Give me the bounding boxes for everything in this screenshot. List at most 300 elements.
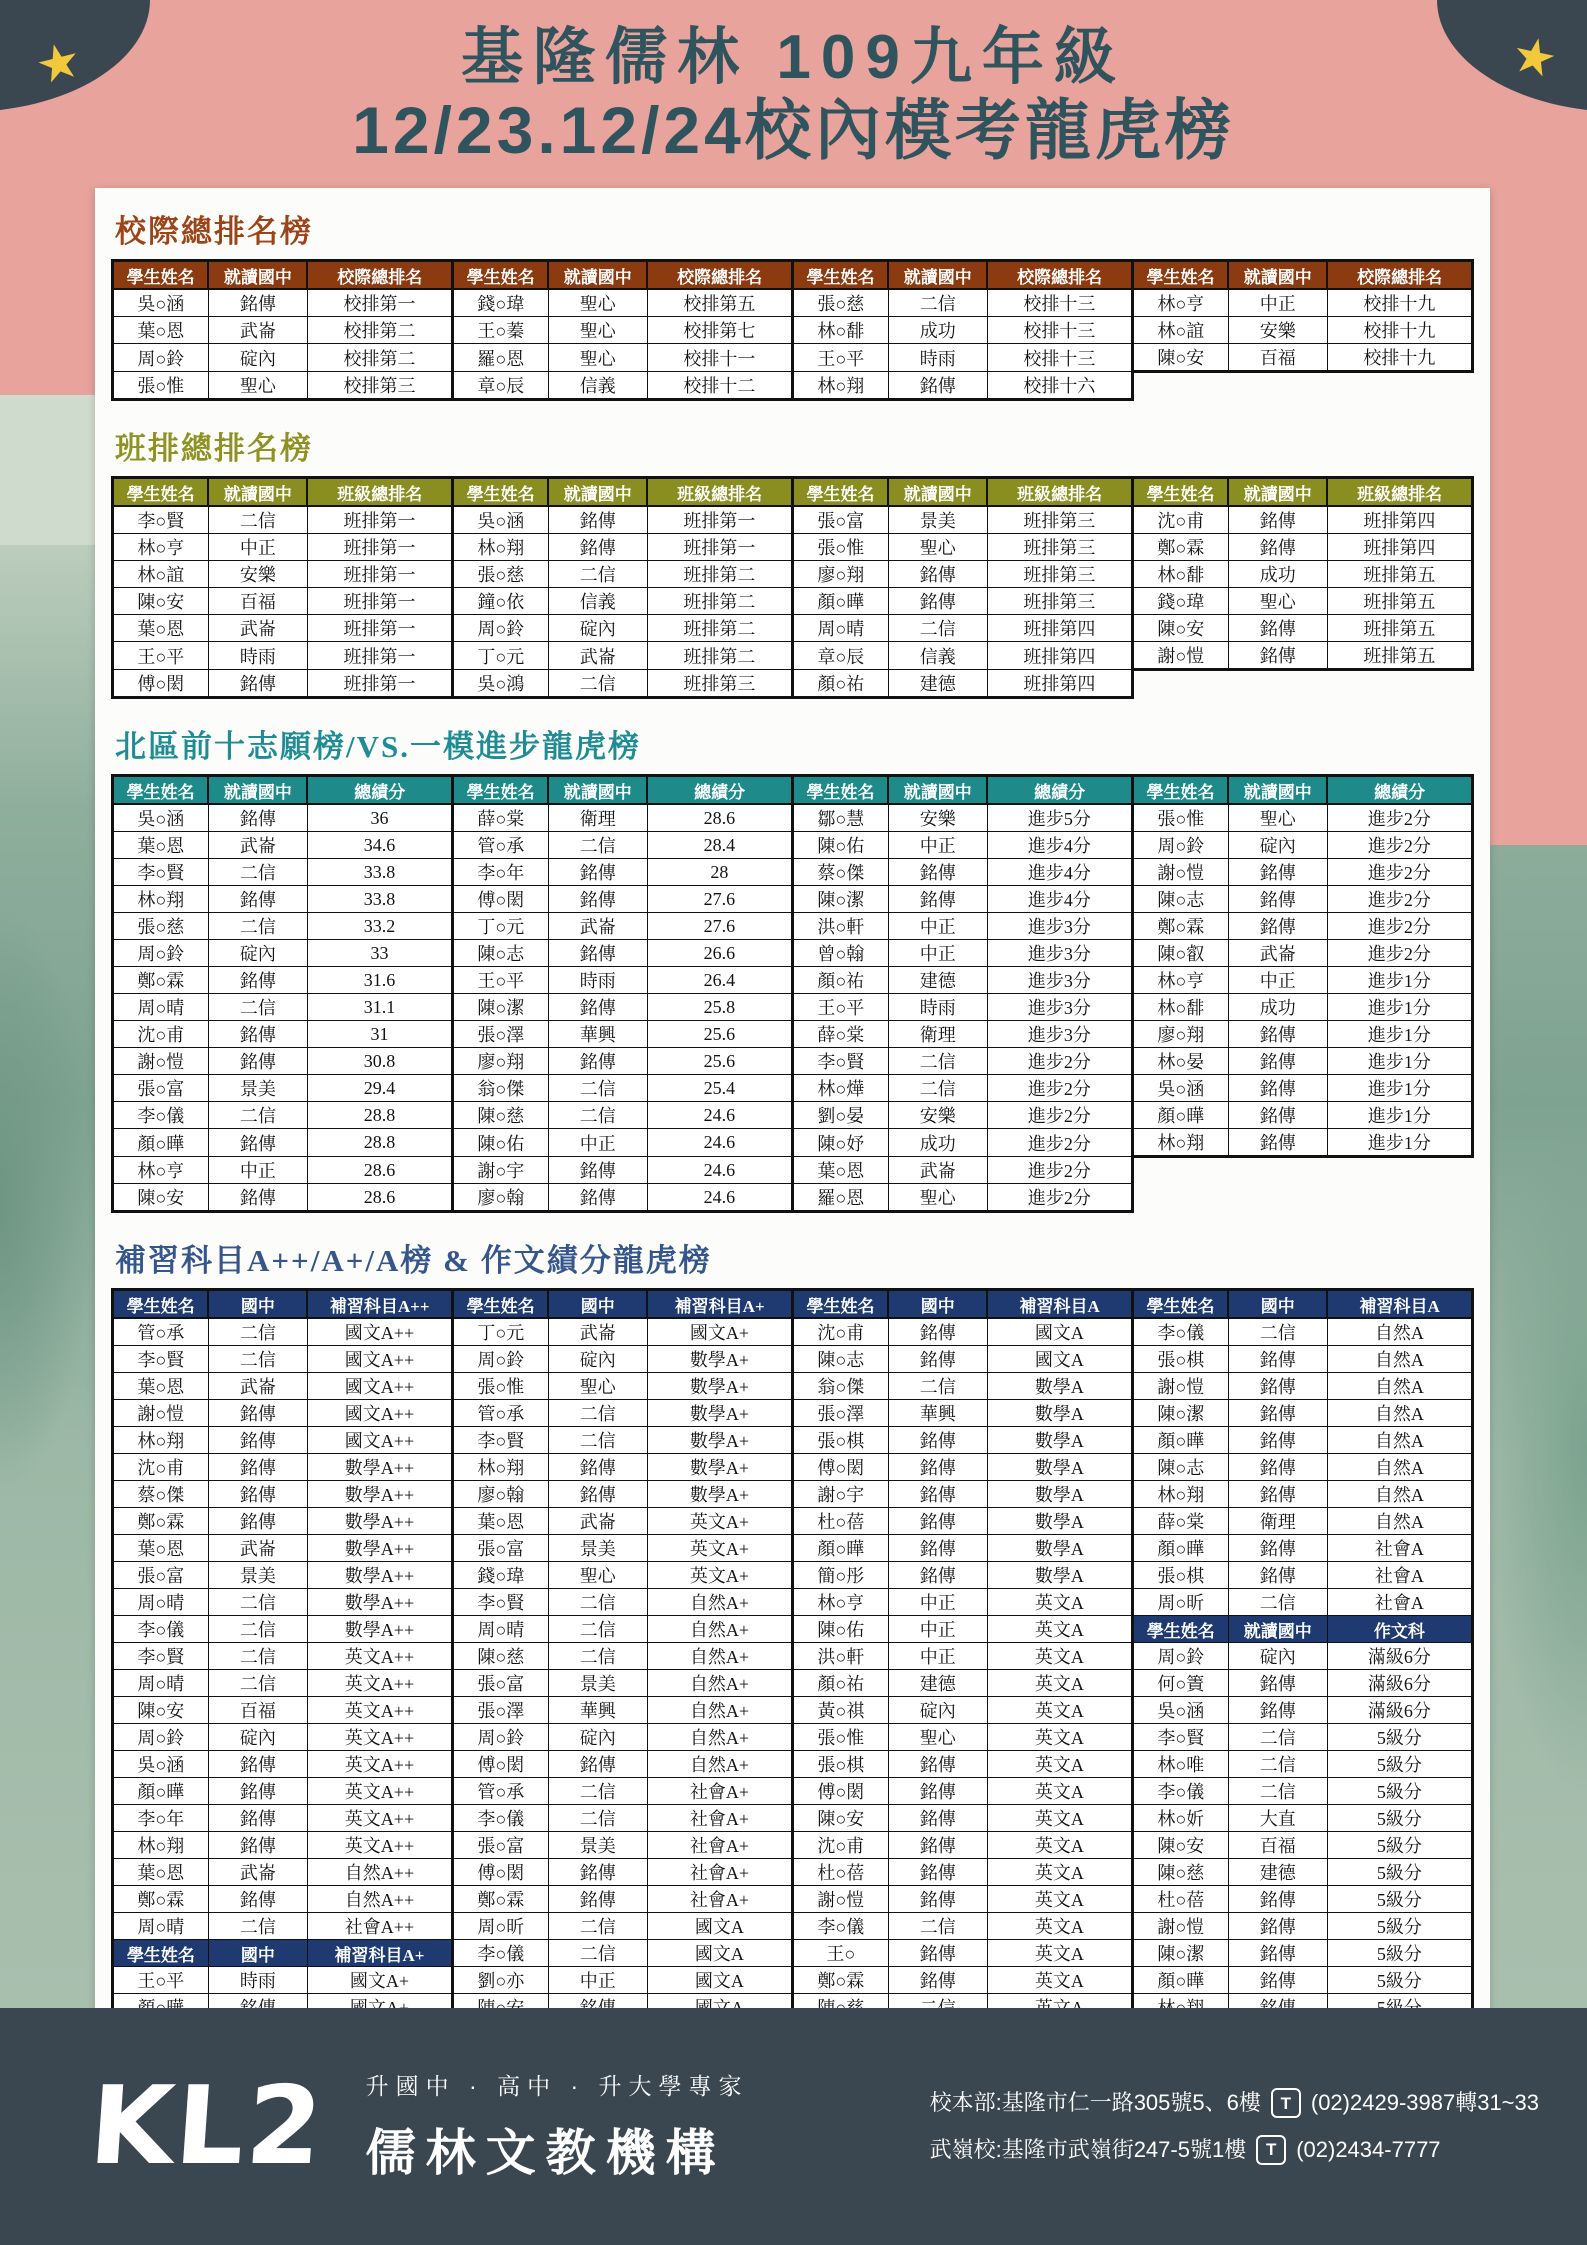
result-cell: 英文A xyxy=(987,1697,1132,1724)
student-name-cell: 陳○安 xyxy=(792,1805,888,1832)
school-cell: 銘傳 xyxy=(548,1481,647,1508)
student-name-cell: 謝○愷 xyxy=(1132,859,1228,886)
column-header: 就讀國中 xyxy=(888,261,987,290)
student-name-cell: 張○慈 xyxy=(792,289,888,317)
student-name-cell: 丁○元 xyxy=(452,642,548,670)
school-cell: 二信 xyxy=(548,1778,647,1805)
result-cell: 數學A xyxy=(987,1427,1132,1454)
student-name-cell: 簡○彤 xyxy=(792,1562,888,1589)
blank-cell xyxy=(1327,1157,1472,1184)
school-cell: 銘傳 xyxy=(548,1454,647,1481)
school-cell: 時雨 xyxy=(208,1967,307,1994)
result-cell: 數學A xyxy=(987,1562,1132,1589)
school-cell: 銘傳 xyxy=(548,506,647,534)
school-cell: 二信 xyxy=(548,1427,647,1454)
result-cell: 英文A++ xyxy=(307,1778,452,1805)
student-name-cell: 黃○祺 xyxy=(792,1697,888,1724)
school-cell: 銘傳 xyxy=(208,1400,307,1427)
student-name-cell: 顏○曄 xyxy=(1132,1102,1228,1129)
student-name-cell: 林○翔 xyxy=(113,1832,209,1859)
school-cell: 銘傳 xyxy=(208,1508,307,1535)
school-cell: 銘傳 xyxy=(888,1778,987,1805)
result-cell: 自然A+ xyxy=(647,1751,792,1778)
result-cell: 自然A xyxy=(1327,1318,1472,1346)
school-cell: 二信 xyxy=(888,1373,987,1400)
section-title-subject-awards: 補習科目A++/A+/A榜 & 作文績分龍虎榜 xyxy=(115,1243,712,1278)
student-name-cell: 林○翔 xyxy=(1132,1129,1228,1157)
result-cell: 數學A+ xyxy=(647,1346,792,1373)
school-cell: 二信 xyxy=(888,1075,987,1102)
school-cell: 衛理 xyxy=(888,1021,987,1048)
student-name-cell: 周○晴 xyxy=(452,1616,548,1643)
school-cell: 中正 xyxy=(208,1157,307,1184)
result-cell: 社會A+ xyxy=(647,1778,792,1805)
school-cell: 銘傳 xyxy=(1228,615,1327,642)
student-name-cell: 李○儀 xyxy=(1132,1778,1228,1805)
school-cell: 聖心 xyxy=(888,1724,987,1751)
result-cell: 數學A++ xyxy=(307,1589,452,1616)
student-name-cell: 陳○安 xyxy=(113,1184,209,1212)
school-cell: 二信 xyxy=(208,1346,307,1373)
result-cell: 英文A++ xyxy=(307,1670,452,1697)
student-name-cell: 林○亨 xyxy=(792,1589,888,1616)
column-header: 學生姓名 xyxy=(452,478,548,507)
student-name-cell: 張○富 xyxy=(452,1670,548,1697)
result-cell: 24.6 xyxy=(647,1129,792,1157)
result-cell: 數學A xyxy=(987,1508,1132,1535)
student-name-cell: 周○鈴 xyxy=(1132,832,1228,859)
student-name-cell: 張○惟 xyxy=(792,534,888,561)
column-header: 國中 xyxy=(888,1290,987,1319)
result-cell: 社會A xyxy=(1327,1535,1472,1562)
school-cell: 碇內 xyxy=(1228,1643,1327,1670)
school-cell: 聖心 xyxy=(548,344,647,372)
student-name-cell: 周○晴 xyxy=(113,1589,209,1616)
school-cell: 銘傳 xyxy=(888,561,987,588)
result-cell: 校排十六 xyxy=(987,372,1132,400)
student-name-cell: 吳○涵 xyxy=(1132,1697,1228,1724)
rank-table-school-rank xyxy=(111,259,1474,401)
result-cell: 英文A+ xyxy=(647,1562,792,1589)
student-name-cell: 李○年 xyxy=(452,859,548,886)
school-cell: 二信 xyxy=(548,1075,647,1102)
student-name-cell: 沈○甫 xyxy=(1132,506,1228,534)
school-cell: 信義 xyxy=(888,642,987,670)
student-name-cell: 傅○閎 xyxy=(452,1859,548,1886)
column-header: 就讀國中 xyxy=(548,261,647,290)
section-title-class-rank: 班排總排名榜 xyxy=(115,431,313,466)
result-cell: 31.1 xyxy=(307,994,452,1021)
column-header: 就讀國中 xyxy=(548,478,647,507)
result-cell: 國文A++ xyxy=(307,1318,452,1346)
school-cell: 建德 xyxy=(1228,1859,1327,1886)
result-cell: 英文A xyxy=(987,1643,1132,1670)
student-name-cell: 謝○宇 xyxy=(792,1481,888,1508)
student-name-cell: 沈○甫 xyxy=(113,1454,209,1481)
student-name-cell: 陳○佑 xyxy=(792,832,888,859)
school-cell: 銘傳 xyxy=(1228,1129,1327,1157)
student-name-cell: 陳○佑 xyxy=(792,1616,888,1643)
school-cell: 銘傳 xyxy=(548,1751,647,1778)
column-header: 就讀國中 xyxy=(1228,478,1327,507)
student-name-cell: 周○鈴 xyxy=(1132,1643,1228,1670)
result-cell: 進步3分 xyxy=(987,994,1132,1021)
student-name-cell: 吳○涵 xyxy=(113,1751,209,1778)
result-cell: 自然A xyxy=(1327,1346,1472,1373)
school-cell: 銘傳 xyxy=(888,1427,987,1454)
school-cell: 二信 xyxy=(888,289,987,317)
school-cell: 銘傳 xyxy=(1228,1886,1327,1913)
result-cell: 校排十九 xyxy=(1327,317,1472,344)
column-header: 就讀國中 xyxy=(888,776,987,805)
result-cell: 滿級6分 xyxy=(1327,1697,1472,1724)
school-cell: 銘傳 xyxy=(1228,1400,1327,1427)
school-cell: 銘傳 xyxy=(208,1184,307,1212)
result-cell: 28.6 xyxy=(307,1184,452,1212)
student-name-cell: 陳○慈 xyxy=(452,1643,548,1670)
result-cell: 班排第四 xyxy=(987,615,1132,642)
school-cell: 銘傳 xyxy=(1228,913,1327,940)
school-cell: 銘傳 xyxy=(888,588,987,615)
column-header: 校際總排名 xyxy=(647,261,792,290)
student-name-cell: 周○鈴 xyxy=(452,615,548,642)
school-cell: 成功 xyxy=(888,317,987,344)
result-cell: 27.6 xyxy=(647,886,792,913)
student-name-cell: 王○蓁 xyxy=(452,317,548,344)
result-cell: 5級分 xyxy=(1327,1778,1472,1805)
student-name-cell: 張○棋 xyxy=(792,1751,888,1778)
result-cell: 進步1分 xyxy=(1327,1129,1472,1157)
result-cell: 班排第一 xyxy=(307,534,452,561)
student-name-cell: 周○昕 xyxy=(1132,1589,1228,1616)
contact-address: 武嶺校:基隆市武嶺街247-5號1樓 xyxy=(929,2136,1247,2162)
school-cell: 武崙 xyxy=(548,1318,647,1346)
student-name-cell: 傅○閎 xyxy=(792,1454,888,1481)
student-name-cell: 張○惟 xyxy=(113,372,209,400)
student-name-cell: 沈○甫 xyxy=(113,1021,209,1048)
student-name-cell: 薛○棠 xyxy=(792,1021,888,1048)
school-cell: 銘傳 xyxy=(548,1048,647,1075)
result-cell: 班排第一 xyxy=(307,561,452,588)
school-cell: 景美 xyxy=(548,1832,647,1859)
result-cell: 滿級6分 xyxy=(1327,1670,1472,1697)
student-name-cell: 張○富 xyxy=(113,1075,209,1102)
school-cell: 時雨 xyxy=(208,642,307,670)
student-name-cell: 謝○愷 xyxy=(1132,1373,1228,1400)
school-cell: 中正 xyxy=(548,1129,647,1157)
student-name-cell: 陳○叡 xyxy=(1132,940,1228,967)
student-name-cell: 鄭○霖 xyxy=(1132,534,1228,561)
result-cell: 校排十九 xyxy=(1327,344,1472,372)
result-cell: 國文A xyxy=(987,1346,1132,1373)
poster-title-line1: 基隆儒林 109九年級 xyxy=(461,23,1126,92)
school-cell: 二信 xyxy=(548,1805,647,1832)
column-header: 學生姓名 xyxy=(792,478,888,507)
result-cell: 校排第二 xyxy=(307,317,452,344)
student-name-cell: 李○儀 xyxy=(113,1102,209,1129)
school-cell: 二信 xyxy=(548,1643,647,1670)
school-cell: 二信 xyxy=(208,1670,307,1697)
student-name-cell: 林○晏 xyxy=(1132,1048,1228,1075)
result-cell: 數學A+ xyxy=(647,1454,792,1481)
student-name-cell: 錢○瑋 xyxy=(452,1562,548,1589)
result-cell: 社會A+ xyxy=(647,1859,792,1886)
school-cell: 武崙 xyxy=(548,642,647,670)
result-cell: 5級分 xyxy=(1327,1886,1472,1913)
result-cell: 自然A++ xyxy=(307,1886,452,1913)
school-cell: 建德 xyxy=(888,670,987,698)
student-name-cell: 陳○妤 xyxy=(792,1129,888,1157)
column-header: 補習科目A+ xyxy=(647,1290,792,1319)
student-name-cell: 鄭○霖 xyxy=(452,1886,548,1913)
school-cell: 銘傳 xyxy=(1228,642,1327,670)
result-cell: 班排第二 xyxy=(647,561,792,588)
result-cell: 英文A++ xyxy=(307,1751,452,1778)
school-cell: 銘傳 xyxy=(208,967,307,994)
school-cell: 銘傳 xyxy=(208,289,307,317)
school-cell: 銘傳 xyxy=(548,534,647,561)
school-cell: 銘傳 xyxy=(1228,859,1327,886)
result-cell: 社會A+ xyxy=(647,1832,792,1859)
section-subject-awards xyxy=(111,1235,1474,2050)
student-name-cell: 周○鈴 xyxy=(113,940,209,967)
school-cell: 銘傳 xyxy=(888,1751,987,1778)
footer xyxy=(0,2008,1587,2245)
column-header: 學生姓名 xyxy=(1132,1290,1228,1319)
school-cell: 百福 xyxy=(208,588,307,615)
student-name-cell: 鄭○霖 xyxy=(792,1967,888,1994)
school-cell: 銘傳 xyxy=(888,1346,987,1373)
school-cell: 銘傳 xyxy=(888,1535,987,1562)
result-cell: 28.6 xyxy=(307,1157,452,1184)
student-name-cell: 林○誼 xyxy=(1132,317,1228,344)
school-cell: 景美 xyxy=(548,1670,647,1697)
student-name-cell: 葉○恩 xyxy=(452,1508,548,1535)
result-cell: 校排第二 xyxy=(307,344,452,372)
contact-phone: (02)2434-7777 xyxy=(1296,2136,1441,2162)
school-cell: 銘傳 xyxy=(888,1481,987,1508)
school-cell: 銘傳 xyxy=(208,1021,307,1048)
result-cell: 24.6 xyxy=(647,1184,792,1212)
student-name-cell: 陳○志 xyxy=(452,940,548,967)
school-cell: 中正 xyxy=(888,1616,987,1643)
background-green-blob-left xyxy=(0,900,95,1500)
school-cell: 武崙 xyxy=(208,317,307,344)
sections xyxy=(111,206,1474,2050)
school-cell: 銘傳 xyxy=(888,1805,987,1832)
school-cell: 華興 xyxy=(548,1697,647,1724)
result-cell: 自然A+ xyxy=(647,1670,792,1697)
school-cell: 華興 xyxy=(888,1400,987,1427)
school-cell: 銘傳 xyxy=(1228,1670,1327,1697)
rank-table-subject-awards xyxy=(111,1288,1474,2050)
school-cell: 二信 xyxy=(888,1913,987,1940)
column-header: 就讀國中 xyxy=(208,478,307,507)
student-name-cell: 顏○曄 xyxy=(792,588,888,615)
school-cell: 成功 xyxy=(1228,561,1327,588)
blank-cell xyxy=(1228,670,1327,698)
student-name-cell: 張○慈 xyxy=(113,913,209,940)
result-cell: 英文A++ xyxy=(307,1697,452,1724)
result-cell: 社會A+ xyxy=(647,1805,792,1832)
student-name-cell: 管○承 xyxy=(452,1400,548,1427)
result-cell: 28 xyxy=(647,859,792,886)
result-cell: 進步4分 xyxy=(987,859,1132,886)
student-name-cell: 林○翔 xyxy=(1132,1481,1228,1508)
result-cell: 班排第三 xyxy=(987,561,1132,588)
school-cell: 二信 xyxy=(548,1616,647,1643)
column-header: 就讀國中 xyxy=(208,261,307,290)
student-name-cell: 葉○恩 xyxy=(113,1535,209,1562)
school-cell: 二信 xyxy=(1228,1318,1327,1346)
student-name-cell: 林○馡 xyxy=(1132,994,1228,1021)
school-cell: 銘傳 xyxy=(1228,1535,1327,1562)
blank-cell xyxy=(1132,670,1228,698)
school-cell: 衛理 xyxy=(1228,1508,1327,1535)
school-cell: 銘傳 xyxy=(888,1832,987,1859)
result-cell: 國文A xyxy=(647,1913,792,1940)
student-name-cell: 顏○祐 xyxy=(792,670,888,698)
section-top10-progress xyxy=(111,721,1474,1213)
contact-address: 校本部:基隆市仁一路305號5、6樓 xyxy=(929,2090,1261,2116)
student-name-cell: 薛○棠 xyxy=(1132,1508,1228,1535)
result-cell: 自然A+ xyxy=(647,1697,792,1724)
column-header: 學生姓名 xyxy=(113,776,209,805)
result-cell: 自然A+ xyxy=(647,1589,792,1616)
student-name-cell: 章○辰 xyxy=(452,372,548,400)
student-name-cell: 李○儀 xyxy=(452,1805,548,1832)
student-name-cell: 王○平 xyxy=(113,1967,209,1994)
sub-header-cell: 學生姓名 xyxy=(113,1940,209,1967)
result-cell: 進步1分 xyxy=(1327,1075,1472,1102)
result-cell: 英文A xyxy=(987,1670,1132,1697)
poster-title-line2: 12/23.12/24校內模考龍虎榜 xyxy=(352,93,1235,168)
ranking-card xyxy=(95,188,1490,2086)
school-cell: 聖心 xyxy=(1228,588,1327,615)
student-name-cell: 蔡○傑 xyxy=(113,1481,209,1508)
student-name-cell: 陳○安 xyxy=(113,588,209,615)
result-cell: 班排第一 xyxy=(307,642,452,670)
school-cell: 銘傳 xyxy=(208,1427,307,1454)
student-name-cell: 林○亨 xyxy=(1132,967,1228,994)
school-cell: 安樂 xyxy=(1228,317,1327,344)
result-cell: 國文A+ xyxy=(647,1318,792,1346)
school-cell: 銘傳 xyxy=(208,1481,307,1508)
school-cell: 景美 xyxy=(548,1535,647,1562)
student-name-cell: 陳○安 xyxy=(1132,344,1228,372)
result-cell: 28.6 xyxy=(647,804,792,832)
school-cell: 聖心 xyxy=(1228,804,1327,832)
column-header: 補習科目A xyxy=(987,1290,1132,1319)
student-name-cell: 李○賢 xyxy=(113,859,209,886)
school-cell: 銘傳 xyxy=(208,1832,307,1859)
result-cell: 進步2分 xyxy=(987,1129,1132,1157)
school-cell: 武崙 xyxy=(208,832,307,859)
result-cell: 31.6 xyxy=(307,967,452,994)
result-cell: 班排第五 xyxy=(1327,561,1472,588)
school-cell: 銘傳 xyxy=(548,1157,647,1184)
result-cell: 社會A xyxy=(1327,1589,1472,1616)
result-cell: 33.2 xyxy=(307,913,452,940)
student-name-cell: 周○晴 xyxy=(792,615,888,642)
student-name-cell: 張○澤 xyxy=(452,1697,548,1724)
school-cell: 中正 xyxy=(888,1643,987,1670)
school-cell: 銘傳 xyxy=(1228,1373,1327,1400)
school-cell: 銘傳 xyxy=(1228,1021,1327,1048)
student-name-cell: 王○平 xyxy=(113,642,209,670)
student-name-cell: 王○ xyxy=(792,1940,888,1967)
school-cell: 銘傳 xyxy=(208,1886,307,1913)
school-cell: 二信 xyxy=(208,1589,307,1616)
student-name-cell: 張○惟 xyxy=(452,1373,548,1400)
student-name-cell: 丁○元 xyxy=(452,913,548,940)
school-cell: 信義 xyxy=(548,372,647,400)
blank-cell xyxy=(1132,372,1228,400)
school-cell: 華興 xyxy=(548,1021,647,1048)
student-name-cell: 陳○慈 xyxy=(1132,1859,1228,1886)
school-cell: 百福 xyxy=(208,1697,307,1724)
student-name-cell: 陳○潔 xyxy=(452,994,548,1021)
column-header: 總績分 xyxy=(647,776,792,805)
background-green-blob-right xyxy=(1487,1100,1587,1800)
contact-row-wuling-campus xyxy=(930,2127,1539,2173)
school-cell: 二信 xyxy=(548,832,647,859)
school-cell: 建德 xyxy=(888,967,987,994)
student-name-cell: 李○年 xyxy=(113,1805,209,1832)
blank-cell xyxy=(1132,1184,1228,1212)
student-name-cell: 錢○瑋 xyxy=(452,289,548,317)
result-cell: 進步2分 xyxy=(987,1157,1132,1184)
student-name-cell: 羅○恩 xyxy=(452,344,548,372)
result-cell: 自然A xyxy=(1327,1481,1472,1508)
student-name-cell: 林○翔 xyxy=(792,372,888,400)
school-cell: 中正 xyxy=(208,534,307,561)
school-cell: 聖心 xyxy=(548,317,647,344)
result-cell: 25.6 xyxy=(647,1021,792,1048)
result-cell: 校排十一 xyxy=(647,344,792,372)
school-cell: 中正 xyxy=(888,832,987,859)
telephone-icon: T xyxy=(1256,2135,1286,2165)
result-cell: 24.6 xyxy=(647,1102,792,1129)
blank-cell xyxy=(1327,1184,1472,1212)
result-cell: 進步3分 xyxy=(987,967,1132,994)
school-cell: 二信 xyxy=(1228,1589,1327,1616)
student-name-cell: 吳○涵 xyxy=(113,804,209,832)
school-cell: 景美 xyxy=(208,1075,307,1102)
school-cell: 銘傳 xyxy=(208,1129,307,1157)
student-name-cell: 李○儀 xyxy=(792,1913,888,1940)
result-cell: 數學A++ xyxy=(307,1454,452,1481)
rank-table-top10-progress xyxy=(111,774,1474,1213)
result-cell: 國文A+ xyxy=(307,1967,452,1994)
school-cell: 二信 xyxy=(208,994,307,1021)
student-name-cell: 林○妡 xyxy=(1132,1805,1228,1832)
result-cell: 校排十九 xyxy=(1327,289,1472,317)
result-cell: 班排第四 xyxy=(987,642,1132,670)
result-cell: 27.6 xyxy=(647,913,792,940)
student-name-cell: 林○亨 xyxy=(1132,289,1228,317)
result-cell: 班排第一 xyxy=(307,670,452,698)
school-cell: 中正 xyxy=(888,913,987,940)
student-name-cell: 林○馡 xyxy=(1132,561,1228,588)
student-name-cell: 謝○愷 xyxy=(113,1048,209,1075)
result-cell: 班排第三 xyxy=(647,670,792,698)
school-cell: 銘傳 xyxy=(208,886,307,913)
school-cell: 銘傳 xyxy=(548,940,647,967)
result-cell: 校排第五 xyxy=(647,289,792,317)
school-cell: 二信 xyxy=(1228,1778,1327,1805)
organization-name: 儒林文教機構 xyxy=(365,2125,726,2181)
